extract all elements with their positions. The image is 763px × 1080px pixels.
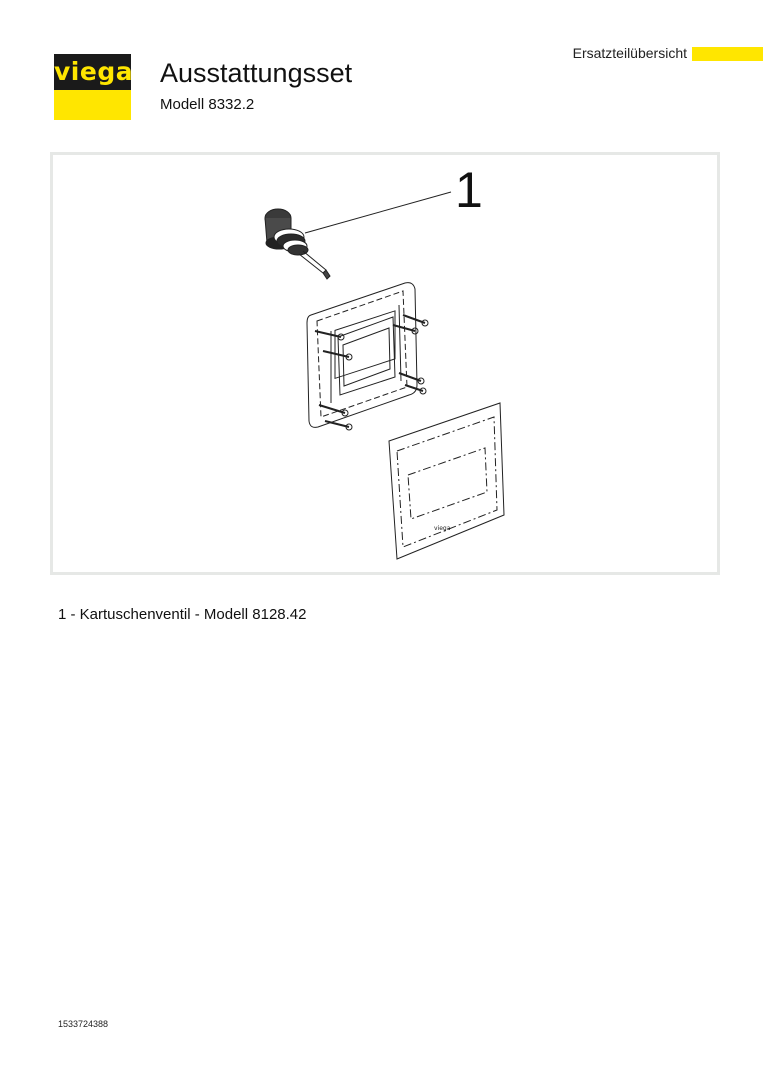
model-subtitle: Modell 8332.2 xyxy=(160,96,255,113)
callout-number: 1 xyxy=(455,162,483,218)
callout-leader-line xyxy=(305,192,451,233)
mounting-frame xyxy=(307,283,428,430)
document-category: Ersatzteilübersicht xyxy=(572,45,687,61)
cartridge-valve xyxy=(265,209,330,279)
logo-wordmark: viega xyxy=(54,57,134,86)
logo-yellow-block xyxy=(54,90,131,120)
viega-logo xyxy=(54,54,134,120)
cover-plate xyxy=(389,403,504,559)
exploded-drawing xyxy=(53,155,717,572)
parts-list-item: 1 - Kartuschenventil - Modell 8128.42 xyxy=(58,606,307,623)
category-yellow-bar xyxy=(692,47,763,61)
page-title: Ausstattungsset xyxy=(160,58,353,88)
document-number: 1533724388 xyxy=(58,1019,109,1029)
plate-logo-text: viega xyxy=(434,525,451,532)
exploded-drawing-frame xyxy=(50,152,720,575)
